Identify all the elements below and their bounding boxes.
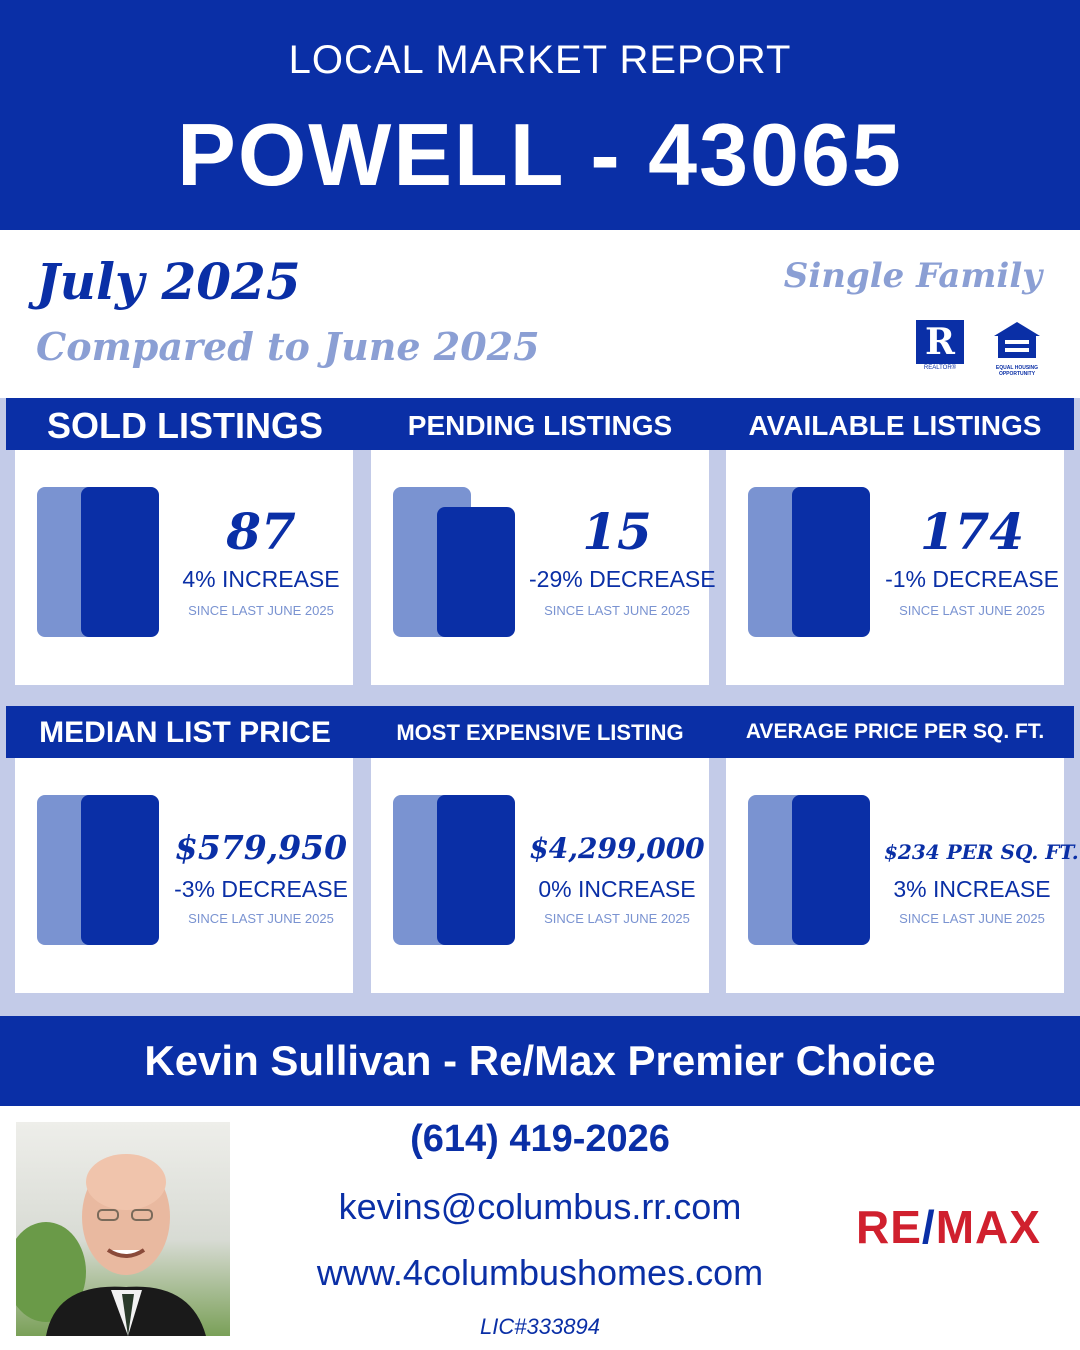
- avg-price-sqft-card: [726, 758, 1079, 993]
- sold-listings-card: [15, 450, 353, 685]
- sold-listings-label: SOLD LISTINGS: [46, 405, 323, 446]
- report-month: July 2025: [36, 252, 301, 311]
- pending-listings-since: SINCE LAST JUNE 2025: [544, 603, 690, 618]
- pending-listings-value: 15: [582, 502, 652, 561]
- most-expensive-listing-label: MOST EXPENSIVE LISTING: [396, 720, 684, 745]
- realtor-mark: R: [916, 320, 964, 364]
- remax-logo-max: MAX: [935, 1201, 1041, 1253]
- agent-license: LIC#333894: [480, 1314, 600, 1339]
- most-expensive-listing-change: 0% INCREASE: [538, 876, 696, 902]
- comparison-bar-current: [437, 507, 515, 637]
- agent-portrait-icon: [16, 1122, 230, 1336]
- agent-phone[interactable]: (614) 419-2026: [410, 1118, 670, 1160]
- median-list-price-card: [15, 758, 353, 993]
- median-list-price-value: $579,950: [174, 828, 348, 867]
- remax-logo-re: RE: [856, 1201, 922, 1253]
- avg-price-sqft-since: SINCE LAST JUNE 2025: [899, 911, 1045, 926]
- agent-name-banner: Kevin Sullivan - Re/Max Premier Choice: [0, 1016, 1080, 1106]
- remax-logo-slash: /: [921, 1201, 936, 1253]
- available-listings-label: AVAILABLE LISTINGS: [748, 410, 1042, 441]
- comparison-bar-current: [792, 795, 870, 945]
- sold-listings-since: SINCE LAST JUNE 2025: [188, 603, 334, 618]
- report-title: POWELL - 43065: [177, 105, 903, 204]
- realtor-logo: [916, 320, 964, 372]
- sold-listings-change: 4% INCREASE: [182, 566, 340, 592]
- pending-listings-change: -29% DECREASE: [529, 566, 716, 592]
- avg-price-sqft-value: $234 PER SQ. FT.: [884, 840, 1079, 864]
- pending-listings-card: [371, 450, 716, 685]
- available-listings-since: SINCE LAST JUNE 2025: [899, 603, 1045, 618]
- report-header: [0, 0, 1080, 230]
- available-listings-value: 174: [919, 502, 1025, 561]
- most-expensive-listing-card: [371, 758, 709, 993]
- comparison-bar-current: [792, 487, 870, 637]
- report-subtitle: LOCAL MARKET REPORT: [288, 38, 792, 82]
- most-expensive-listing-value: $4,299,000: [529, 832, 705, 865]
- sold-listings-value: 87: [226, 502, 296, 561]
- agent-email[interactable]: kevins@columbus.rr.com: [338, 1186, 742, 1227]
- agent-website[interactable]: www.4columbushomes.com: [316, 1252, 764, 1293]
- comparison-bar-current: [437, 795, 515, 945]
- median-list-price-change: -3% DECREASE: [174, 876, 348, 902]
- median-list-price-since: SINCE LAST JUNE 2025: [188, 911, 334, 926]
- pending-listings-label: PENDING LISTINGS: [407, 410, 673, 441]
- remax-logo: [856, 1200, 1041, 1254]
- realtor-caption: REALTOR®: [923, 365, 957, 371]
- available-listings-change: -1% DECREASE: [885, 566, 1059, 592]
- equal-housing-logo: [988, 320, 1046, 377]
- avg-price-sqft-label: AVERAGE PRICE PER SQ. FT.: [745, 720, 1045, 743]
- equal-housing-icon: [988, 320, 1046, 360]
- avg-price-sqft-change: 3% INCREASE: [893, 876, 1051, 902]
- comparison-bar-current: [81, 795, 159, 945]
- median-list-price-label: MEDIAN LIST PRICE: [39, 716, 331, 749]
- comparison-bar-current: [81, 487, 159, 637]
- equal-housing-caption: EQUAL HOUSING OPPORTUNITY: [995, 365, 1039, 377]
- comparison-period: Compared to June 2025: [36, 324, 540, 369]
- agent-photo: [16, 1122, 230, 1336]
- available-listings-card: [726, 450, 1064, 685]
- most-expensive-listing-since: SINCE LAST JUNE 2025: [544, 911, 690, 926]
- property-type: Single Family: [783, 256, 1042, 296]
